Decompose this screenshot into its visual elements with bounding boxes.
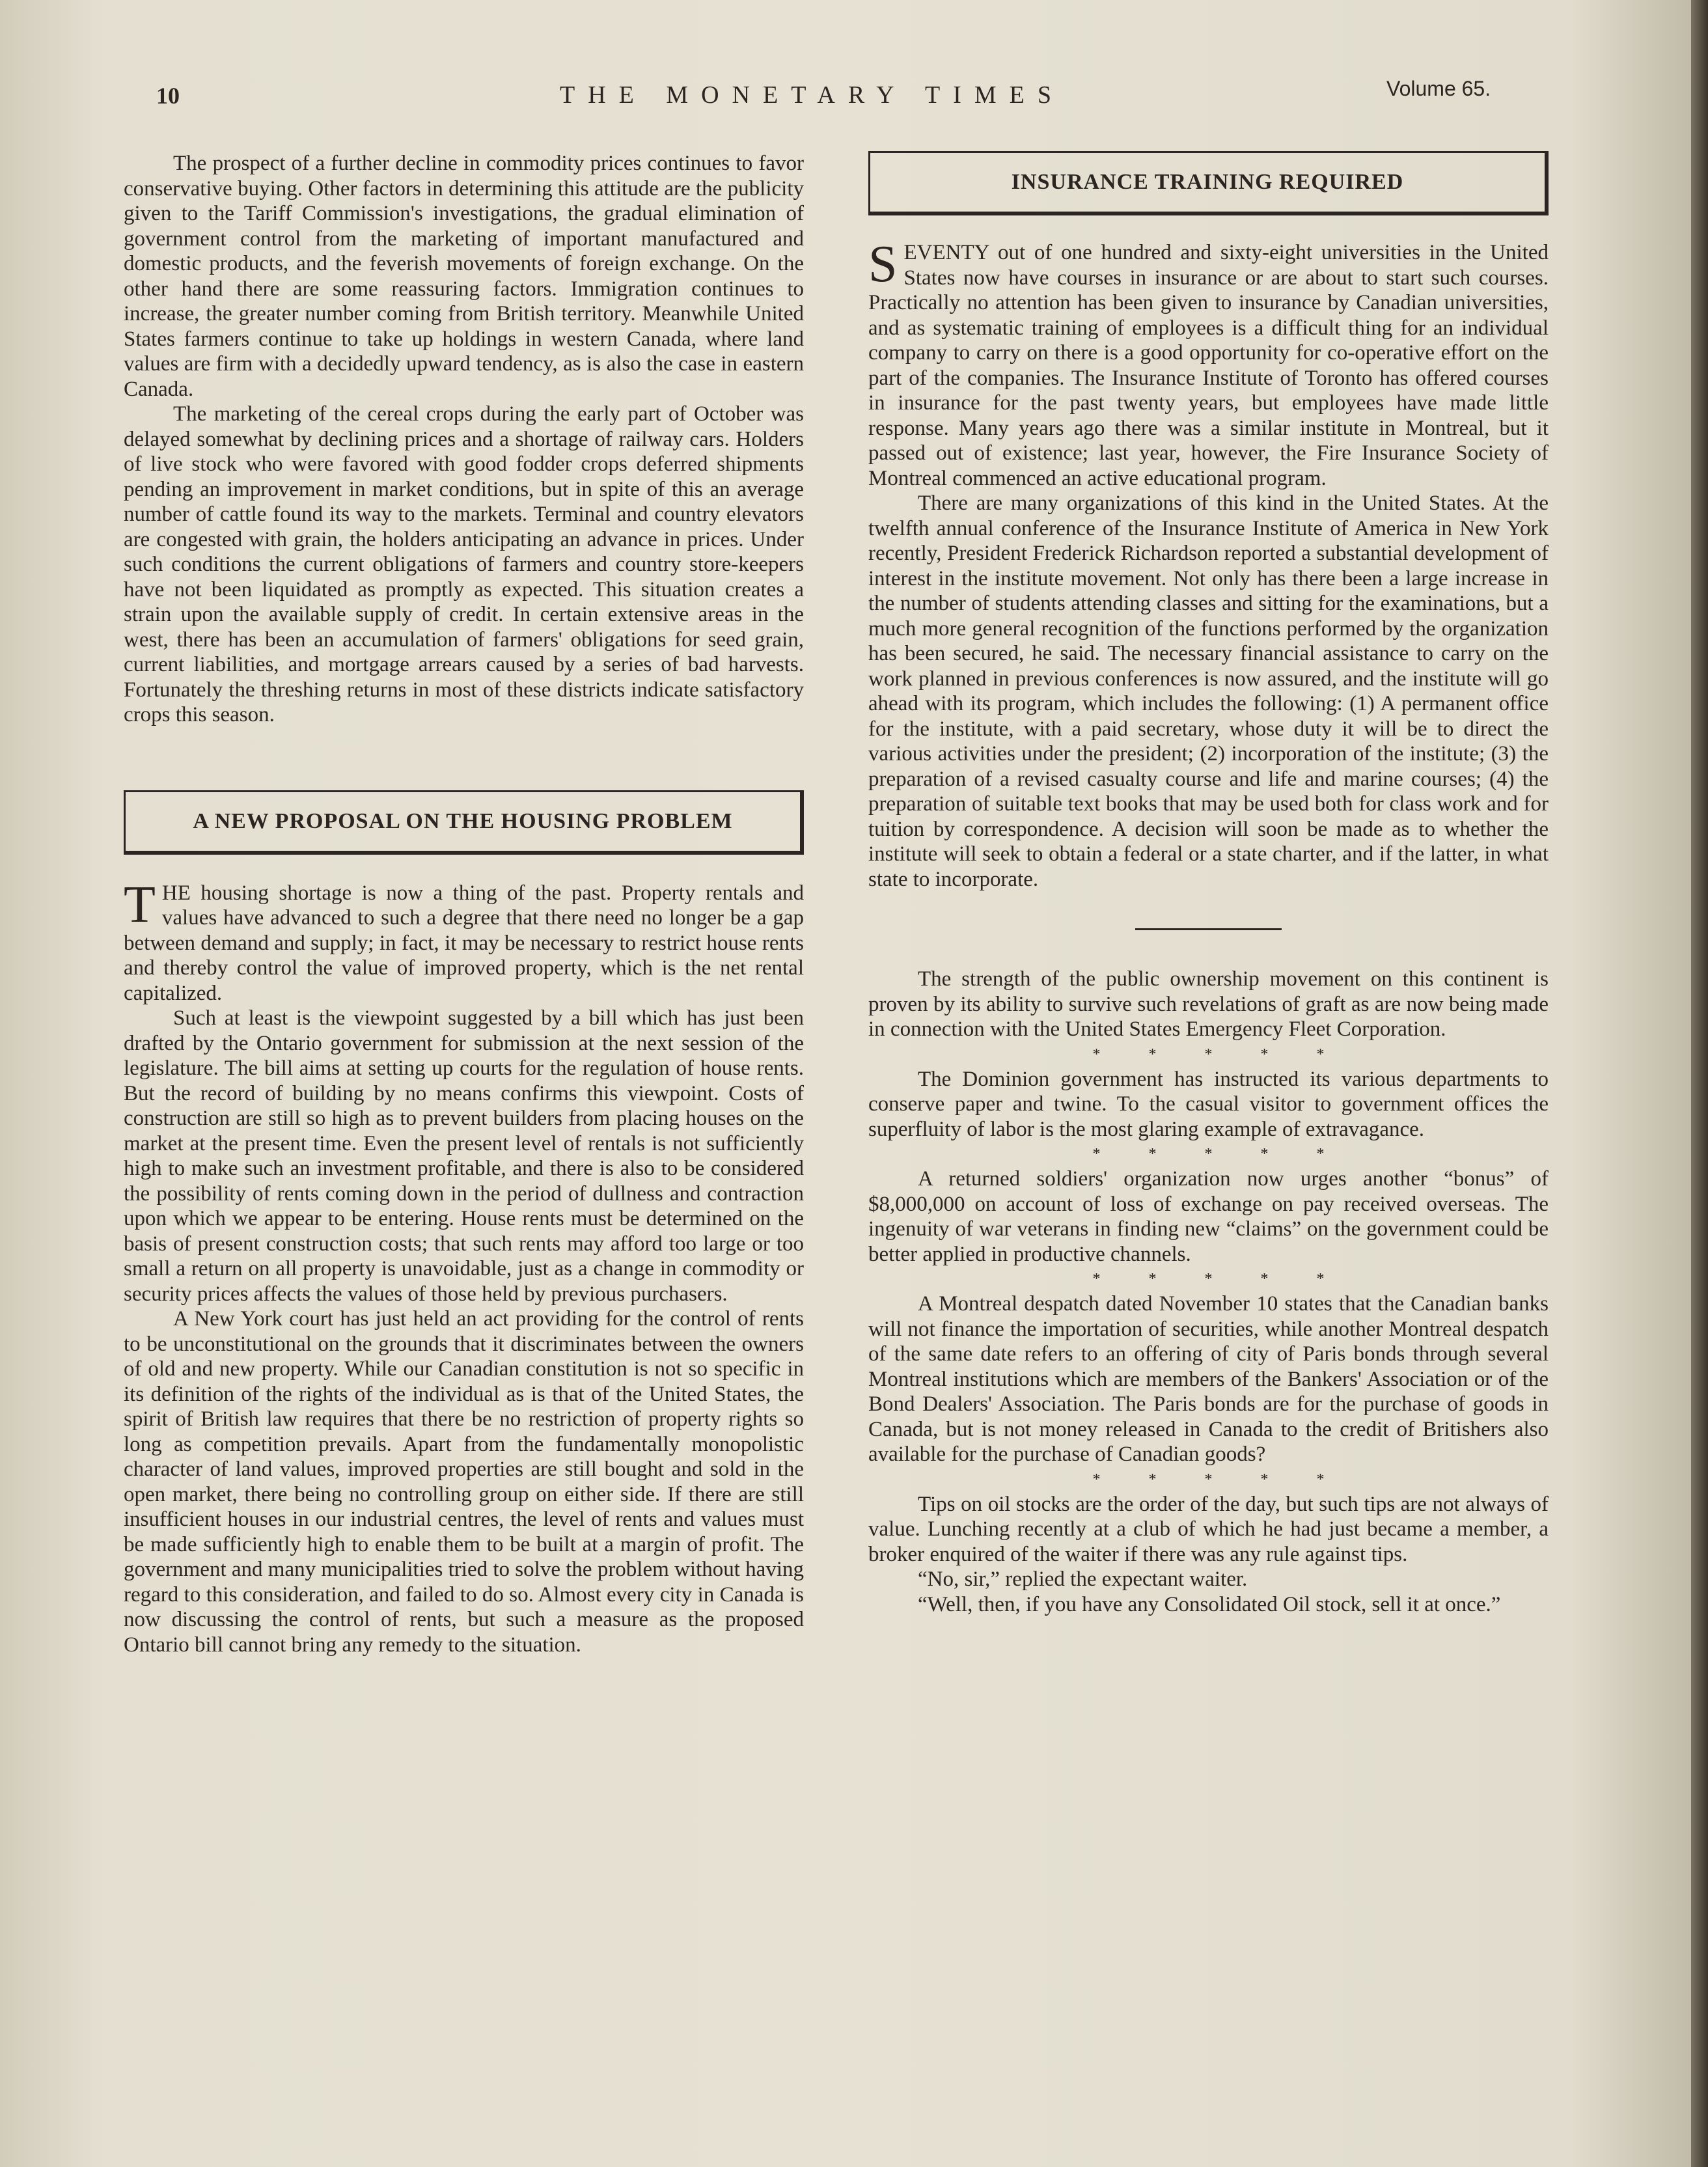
note-returned-soldiers: A returned soldiers' organization now urges another “bonus” of $8,000,000 on account of loss of exchange on pay received overseas. The ingenuity of war veterans in finding new “claims” on the government could be better applied in productive channels. (868, 1167, 1549, 1266)
star-separator: * * * * * (1092, 1045, 1347, 1063)
insurance-heading: INSURANCE TRAINING REQUIRED (1011, 170, 1404, 194)
insurance-paragraph-organizations: There are many organizations of this kind in the United States. At the twelfth annual conference of the Insurance Institute of America in New York recently, President Frederick Richardson reported a substantial development of interest in the institute movement. Not only has there been a large increase in the number of students attending classes and sitting for the examinations, but a much more general recognition of the functions performed by the organization has been secured, he said. The necessary financial assistance to carry on the work planned in previous conferences is now assured, and the institute will go ahead with its program, which includes the following: (1) A permanent office for the institute, with a paid secretary, whose duty it will be to direct the various activities under the president; (2) incorporation of the institute; (3) the preparation of a revised casualty course and life and marine courses; (4) the preparation of suitable text books that may be used both for class work and for tuition by correspondence. A decision will soon be made as to whether the institute will seek to obtain a federal or a state charter, and if the latter, in what state to incorporate. (868, 491, 1549, 891)
page-header (0, 77, 1708, 116)
journal-title: THE MONETARY TIMES (560, 81, 1064, 109)
left-column (124, 151, 804, 1657)
housing-dropcap: T (124, 876, 156, 933)
housing-heading-box (124, 790, 804, 855)
dialogue-waiter: “No, sir,” replied the expectant waiter. (918, 1567, 1248, 1591)
binding-edge (1691, 0, 1708, 2167)
insurance-lead-text: EVENTY out of one hundred and sixty-eight universities in the United States now have courses in insurance or are about to start such courses. Practically no attention has been given to insurance by Canadian universities, and as systematic training of employees is a difficult thing for an individual company to carry on there is a good opportunity for co-operative effort on the part of the companies. The Insurance Institute of Toronto has offered courses in insurance for the past twenty years, but employees have made little response. Many years ago there was a similar institute in Montreal, but it passed out of existence; last year, however, the Fire Insurance Society of Montreal commenced an active educational program. (868, 241, 1549, 490)
note-montreal-despatch: A Montreal despatch dated November 10 states that the Canadian banks will not finance the importation of securities, while another Montreal despatch of the same date refers to an offering of city of Paris bonds through several Montreal institutions which are members of the Bankers' Association or of the Bond Dealers' Association. The Paris bonds are for the purchase of goods in Canada, but is not money released in Canada to the credit of Britishers also available for the purchase of Canadian goods? (868, 1292, 1549, 1466)
insurance-lead-paragraph (868, 236, 1549, 491)
star-separator: * * * * * (1092, 1271, 1347, 1288)
note-public-ownership: The strength of the public ownership movement on this continent is proven by its ability to survive such revelations of graft as are now being made in connection with the United States Emergency Fleet Corporation. (868, 967, 1549, 1041)
housing-paragraph-ontario-bill: Such at least is the viewpoint suggested by a bill which has just been drafted by the Ontario government for submission at the next session of the legislature. The bill aims at setting up courts for the regulation of house rents. But the record of building by no means confirms this viewpoint. Costs of construction are still so high as to prevent builders from placing houses on the market at the present time. Even the present level of rentals is not sufficiently high to make such an investment profitable, and there is also to be considered the possibility of rents coming down in the period of dullness and contraction upon which we appear to be entering. House rents must be determined on the basis of present construction costs; that such rents may afford too large or too small a return on all property is unavoidable, just as a change in commodity or security prices affects the values of those held by previous purchasers. (124, 1006, 804, 1306)
note-dominion-government: The Dominion government has instructed its various departments to conserve paper and twine. To the casual visitor to government offices the superfluity of labor is the most glaring example of extravagance. (868, 1067, 1549, 1141)
note-oil-stocks: Tips on oil stocks are the order of the day, but such tips are not always of value. Lunching recently at a club of which he had just became a member, a broker enquired of the waiter if there was any rule against tips. (868, 1492, 1549, 1566)
right-column (868, 151, 1549, 1617)
cereal-crops-paragraph: The marketing of the cereal crops during the early part of October was delayed somewhat by declining prices and a shortage of railway cars. Holders of live stock who were favored with good fodder crops deferred shipments pending an improvement in market conditions, but in spite of this an average number of cattle found its way to the markets. Terminal and country elevators are congested with grain, the holders anticipating an advance in prices. Under such conditions the current obligations of farmers and country store-keepers have not been liquidated as promptly as expected. This situation creates a strain upon the available supply of credit. In certain extensive areas in the west, there has been an accumulation of farmers' obligations for seed grain, current liabilities, and mortgage arrears caused by a series of bad harvests. Fortunately the threshing returns in most of these districts indicate satisfactory crops this season. (124, 402, 804, 726)
housing-paragraph-new-york-court: A New York court has just held an act providing for the control of rents to be unconstitutional on the grounds that it discriminates between the owners of old and new property. While our Canadian constitution is not so specific in its definition of the rights of the individual as is that of the United States, the spirit of British law requires that there be no restriction of property rights so long as competition prevails. Apart from the fundamentally monopolistic character of land values, improved properties are still bought and sold in the open market, there being no controlling group on either side. If there are still insufficient houses in our industrial centres, the level of rents and values must be made sufficiently high to enable them to be built at a margin of profit. The government and many municipalities tried to solve the problem without having regard to this consideration, and failed to do so. Almost every city in Canada is now discussing the control of rents, but such a measure as the proposed Ontario bill cannot bring any remedy to the situation. (124, 1307, 804, 1657)
volume-label: Volume 65. (1386, 77, 1491, 100)
insurance-dropcap: S (868, 236, 898, 293)
commodity-paragraph: The prospect of a further decline in commodity prices continues to favor conservative buying. Other factors in determining this attitude are the publicity given to the Tariff Commission's investigations, the gradual elimination of government control from the marketing of important manufactured and domestic products, and the feverish movements of foreign exchange. On the other hand there are some reassuring factors. Immigration continues to increase, the greater number coming from British territory. Meanwhile United States farmers continue to take up holdings in western Canada, where land values are firm with a decidedly upward tendency, as is also the case in eastern Canada. (124, 152, 804, 401)
star-separator: * * * * * (1092, 1146, 1347, 1163)
star-separator: * * * * * (1092, 1470, 1347, 1488)
housing-lead-text: HE housing shortage is now a thing of the past. Property rentals and values have advanced to such a degree that there need no longer be a gap between demand and supply; in fact, it may be necessary to restrict house rents and thereby control the value of improved property, which is the net rental capitalized. (124, 881, 804, 1005)
dialogue-broker: “Well, then, if you have any Consolidated Oil stock, sell it at once.” (918, 1592, 1501, 1616)
housing-lead-paragraph (124, 876, 804, 1006)
page-number: 10 (156, 83, 180, 109)
insurance-heading-box (868, 151, 1549, 215)
housing-heading: A NEW PROPOSAL ON THE HOUSING PROBLEM (193, 808, 733, 833)
